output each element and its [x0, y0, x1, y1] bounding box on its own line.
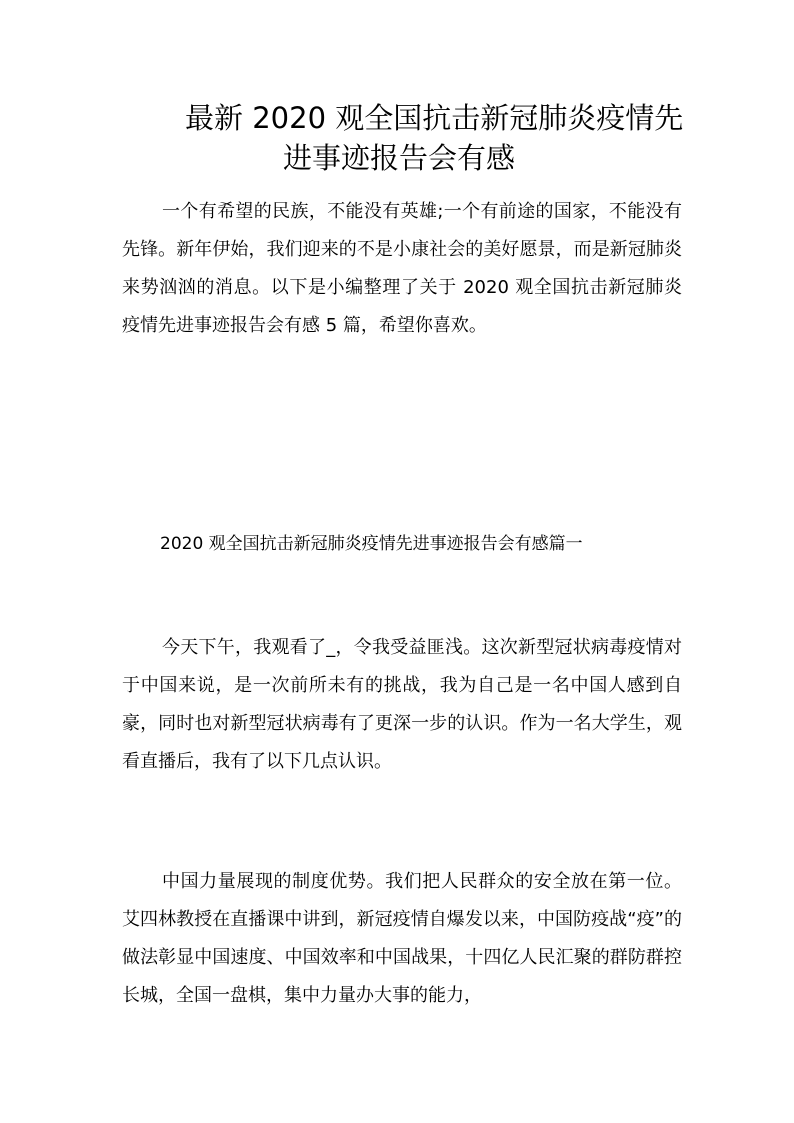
body-paragraph-2: 中国力量展现的制度优势。我们把人民群众的安全放在第一位。艾四林教授在直播课中讲到，新冠疫情自爆发以来，中国防疫战“疫”的做法彰显中国速度、中国效率和中国战果，十四亿人民汇聚的群防群控长城，全国一盘棋，集中力量办大事的能力，	[122, 871, 682, 1006]
document-title-line-2: 进事迹报告会有感	[283, 141, 516, 175]
intro-paragraph: 一个有希望的民族，不能没有英雄;一个有前途的国家，不能没有先锋。新年伊始，我们迎来的不是小康社会的美好愿景，而是新冠肺炎来势汹汹的消息。以下是小编整理了关于 2020 观全国抗击新冠肺炎疫情先进事迹报告会有感 5 篇，希望你喜欢。	[122, 201, 682, 336]
body-paragraph-1: 今天下午，我观看了_，令我受益匪浅。这次新型冠状病毒疫情对于中国来说，是一次前所未有的挑战，我为自己是一名中国人感到自豪，同时也对新型冠状病毒有了更深一步的认识。作为一名大学生，观看直播后，我有了以下几点认识。	[122, 637, 682, 772]
section-heading: 2020 观全国抗击新冠肺炎疫情先进事迹报告会有感篇一	[160, 534, 583, 554]
document-title-line-1: 最新 2020 观全国抗击新冠肺炎疫情先	[185, 101, 684, 135]
